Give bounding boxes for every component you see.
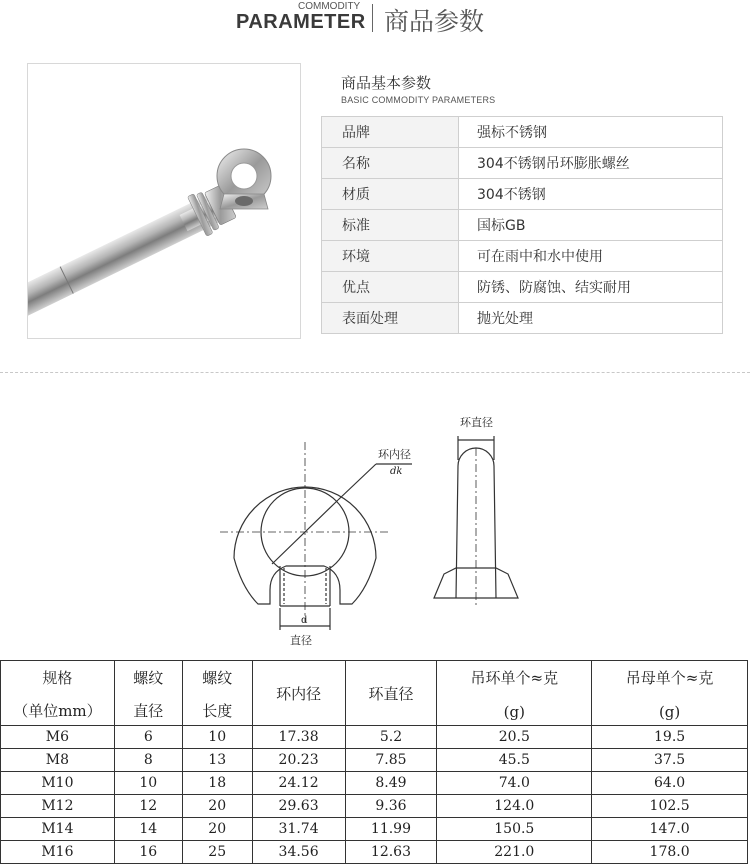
table-row (322, 303, 723, 334)
header-ring-weight: 吊环单个≈克 (g) (437, 661, 592, 726)
spec-table (0, 660, 748, 864)
header-ring-diameter: 环直径 (345, 661, 437, 726)
section-divider (0, 372, 750, 373)
cell: M16 (1, 841, 115, 864)
header-spec: 规格 （单位mm） (1, 661, 115, 726)
cell: 12.63 (345, 841, 437, 864)
cell: 25 (182, 841, 252, 864)
cell: 29.63 (252, 795, 345, 818)
cell: M14 (1, 818, 115, 841)
cell: 74.0 (437, 772, 592, 795)
header-en-small: COMMODITY (298, 1, 361, 12)
table-row (1, 818, 748, 841)
cell: 64.0 (592, 772, 748, 795)
label-diameter: 直径 (290, 634, 312, 647)
cell: 37.5 (592, 749, 748, 772)
cell: 124.0 (437, 795, 592, 818)
product-photo (27, 63, 301, 339)
cell: 20.5 (437, 726, 592, 749)
cell: M6 (1, 726, 115, 749)
param-key: 材质 (322, 179, 459, 210)
cell: 9.36 (345, 795, 437, 818)
cell: 102.5 (592, 795, 748, 818)
cell: 6 (114, 726, 182, 749)
cell: 8 (114, 749, 182, 772)
cell: 31.74 (252, 818, 345, 841)
cell: 14 (114, 818, 182, 841)
cell: 34.56 (252, 841, 345, 864)
header-thread-length: 螺纹 长度 (182, 661, 252, 726)
header-nut-weight: 吊母单个≈克 (g) (592, 661, 748, 726)
header-separator (372, 4, 373, 32)
cell: 147.0 (592, 818, 748, 841)
cell: 10 (182, 726, 252, 749)
cell: 18 (182, 772, 252, 795)
param-value: 强标不锈钢 (459, 117, 723, 148)
cell: 45.5 (437, 749, 592, 772)
cell: 13 (182, 749, 252, 772)
eye-bolt-photo-illustration (28, 64, 301, 339)
param-key: 标准 (322, 210, 459, 241)
param-key: 环境 (322, 241, 459, 272)
cell: 24.12 (252, 772, 345, 795)
param-key: 品牌 (322, 117, 459, 148)
table-row (1, 772, 748, 795)
cell: 8.49 (345, 772, 437, 795)
header-cn-title: 商品参数 (384, 7, 485, 36)
table-row (322, 272, 723, 303)
cell: 19.5 (592, 726, 748, 749)
basic-params-table (321, 116, 723, 334)
header-inner-diameter: 环内径 (252, 661, 345, 726)
param-value: 国标GB (459, 210, 723, 241)
param-value: 可在雨中和水中使用 (459, 241, 723, 272)
param-key: 表面处理 (322, 303, 459, 334)
header-thread-diameter: 螺纹 直径 (114, 661, 182, 726)
cell: 178.0 (592, 841, 748, 864)
label-d: d (301, 615, 308, 626)
table-row (322, 210, 723, 241)
param-value: 304不锈钢 (459, 179, 723, 210)
cell: M12 (1, 795, 115, 818)
cell: 20 (182, 818, 252, 841)
param-value: 防锈、防腐蚀、结实耐用 (459, 272, 723, 303)
label-dk: dk (390, 466, 403, 477)
table-row (1, 726, 748, 749)
eye-nut-diagram (200, 408, 540, 652)
cell: 150.5 (437, 818, 592, 841)
cell: M8 (1, 749, 115, 772)
cell: 16 (114, 841, 182, 864)
spec-header-row (1, 661, 748, 726)
param-key: 优点 (322, 272, 459, 303)
basic-params-title: 商品基本参数 (341, 74, 432, 92)
cell: 17.38 (252, 726, 345, 749)
table-row (1, 795, 748, 818)
cell: 20.23 (252, 749, 345, 772)
cell: 12 (114, 795, 182, 818)
table-row (322, 148, 723, 179)
table-row (1, 749, 748, 772)
table-row (1, 841, 748, 864)
table-row (322, 117, 723, 148)
label-inner-diameter: 环内径 (378, 448, 411, 461)
table-row (322, 241, 723, 272)
param-key: 名称 (322, 148, 459, 179)
header-en-title: PARAMETER (236, 11, 366, 33)
param-value: 抛光处理 (459, 303, 723, 334)
basic-params-subtitle: BASIC COMMODITY PARAMETERS (341, 95, 496, 105)
cell: 10 (114, 772, 182, 795)
cell: 7.85 (345, 749, 437, 772)
label-ring-diameter: 环直径 (460, 416, 493, 429)
cell: 221.0 (437, 841, 592, 864)
cell: 11.99 (345, 818, 437, 841)
table-row (322, 179, 723, 210)
param-value: 304不锈钢吊环膨胀螺丝 (459, 148, 723, 179)
cell: 5.2 (345, 726, 437, 749)
cell: 20 (182, 795, 252, 818)
cell: M10 (1, 772, 115, 795)
